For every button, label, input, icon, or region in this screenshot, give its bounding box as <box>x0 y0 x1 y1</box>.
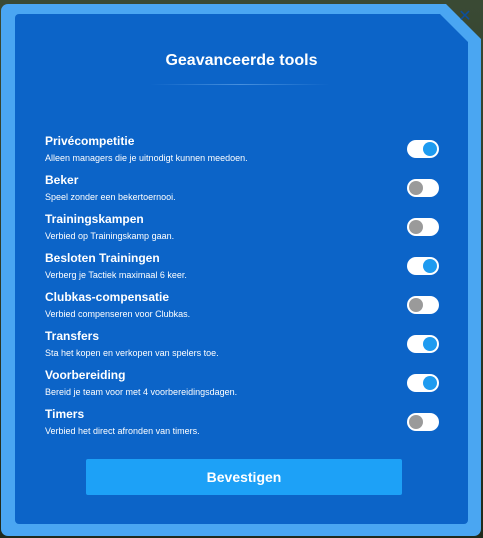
setting-name: Transfers <box>45 329 100 343</box>
toggle-privecompetitie[interactable] <box>407 140 439 158</box>
setting-description: Bereid je team voor met 4 voorbereidingsdagen. <box>45 387 238 397</box>
setting-description: Speel zonder een bekertoernooi. <box>45 192 176 202</box>
setting-name: Besloten Trainingen <box>45 251 160 265</box>
setting-description: Verbied op Trainingskamp gaan. <box>45 231 175 241</box>
confirm-button[interactable]: Bevestigen <box>86 459 402 495</box>
setting-name: Voorbereiding <box>45 368 126 382</box>
toggle-besloten-trainingen[interactable] <box>407 257 439 275</box>
toggle-knob <box>409 220 423 234</box>
setting-row-transfers <box>45 327 443 366</box>
toggle-voorbereiding[interactable] <box>407 374 439 392</box>
setting-description: Verbied compenseren voor Clubkas. <box>45 309 191 319</box>
setting-description: Verbied het direct afronden van timers. <box>45 426 200 436</box>
setting-description: Verberg je Tactiek maximaal 6 keer. <box>45 270 187 280</box>
setting-row-voorbereiding <box>45 366 443 405</box>
toggle-knob <box>423 142 437 156</box>
setting-row-beker <box>45 171 443 210</box>
toggle-trainingskampen[interactable] <box>407 218 439 236</box>
dialog-title: Geavanceerde tools <box>165 52 318 69</box>
toggle-clubkas-compensatie[interactable] <box>407 296 439 314</box>
toggle-knob <box>409 181 423 195</box>
toggle-knob <box>409 298 423 312</box>
close-icon[interactable]: ✕ <box>458 8 472 25</box>
toggle-knob <box>409 415 423 429</box>
toggle-transfers[interactable] <box>407 335 439 353</box>
setting-name: Privécompetitie <box>45 134 135 148</box>
toggle-knob <box>423 376 437 390</box>
toggle-knob <box>423 337 437 351</box>
setting-description: Alleen managers die je uitnodigt kunnen meedoen. <box>45 153 248 163</box>
setting-row-trainingskampen <box>45 210 443 249</box>
toggle-beker[interactable] <box>407 179 439 197</box>
setting-row-timers <box>45 405 443 444</box>
setting-name: Beker <box>45 173 79 187</box>
setting-row-clubkas-compensatie <box>45 288 443 327</box>
setting-name: Trainingskampen <box>45 212 144 226</box>
title-divider <box>150 84 330 85</box>
settings-list <box>45 132 443 444</box>
setting-description: Sta het kopen en verkopen van spelers toe. <box>45 348 219 358</box>
toggle-timers[interactable] <box>407 413 439 431</box>
setting-row-privecompetitie <box>45 132 443 171</box>
toggle-knob <box>423 259 437 273</box>
setting-name: Clubkas-compensatie <box>45 290 170 304</box>
setting-row-besloten-trainingen <box>45 249 443 288</box>
setting-name: Timers <box>45 407 85 421</box>
